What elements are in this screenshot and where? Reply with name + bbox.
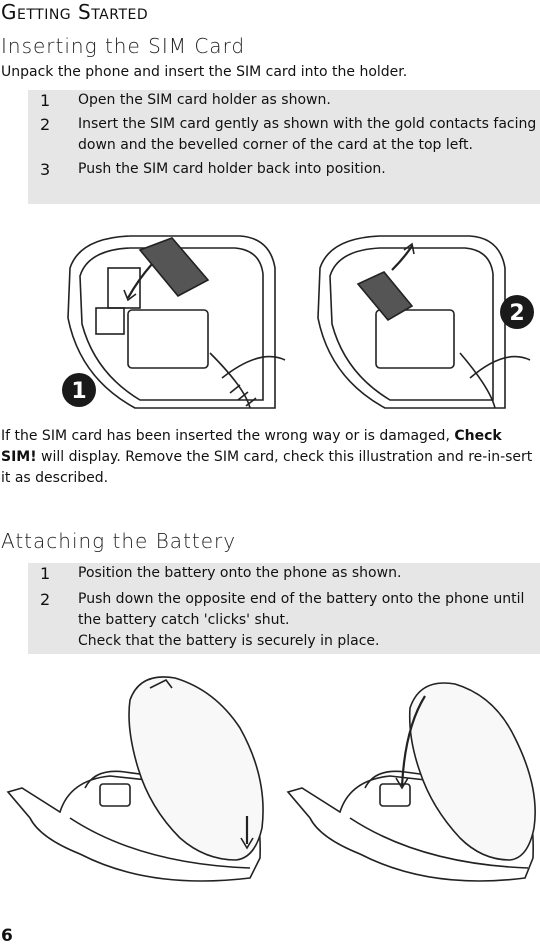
note-text-1: If the SIM card has been inserted the wrong way or is damaged, — [1, 428, 455, 444]
step-number: 1 — [40, 564, 51, 583]
step-text: Position the battery onto the phone as shown. — [78, 565, 402, 581]
step-number: 1 — [40, 91, 51, 110]
chapter-title: Getting Started — [1, 0, 149, 24]
sim-illustration — [0, 228, 540, 412]
step-text: Open the SIM card holder as shown. — [78, 92, 331, 108]
battery-step-2 — [28, 589, 540, 652]
step-number: 3 — [40, 160, 51, 179]
note-bold-message: Check SIM! — [1, 428, 502, 465]
sim-intro: Unpack the phone and insert the SIM card into the holder. — [1, 64, 408, 80]
step-text-continued: Check that the battery is securely in place. — [78, 633, 380, 649]
step-number: 2 — [40, 590, 51, 609]
step-number: 2 — [40, 115, 51, 134]
battery-step-1 — [28, 563, 540, 584]
battery-illustration — [0, 668, 540, 900]
sim-step-2 — [28, 114, 540, 156]
step-text: Insert the SIM card gently as shown with the gold contacts facing down and the bevelled corner of the card at the top left. — [78, 116, 537, 153]
sim-error-note — [1, 426, 539, 489]
sim-steps-box — [28, 90, 540, 204]
page-number: 6 — [1, 926, 13, 946]
battery-steps-box — [28, 563, 540, 654]
step-text: Push the SIM card holder back into position. — [78, 161, 386, 177]
note-text-2: will display. Remove the SIM card, check this illustration and re-in-sert it as described. — [1, 449, 533, 486]
section-heading-sim: Inserting the SIM Card — [1, 34, 246, 58]
section-heading-battery: Attaching the Battery — [1, 529, 237, 553]
sim-step-1 — [28, 90, 540, 111]
sim-step-3 — [28, 159, 540, 180]
step-badge-1-label: 1 — [71, 379, 87, 404]
step-badge-2-label: 2 — [509, 301, 525, 326]
step-text: Push down the opposite end of the battery onto the phone until the battery catch 'clicks' shut. — [78, 591, 525, 628]
